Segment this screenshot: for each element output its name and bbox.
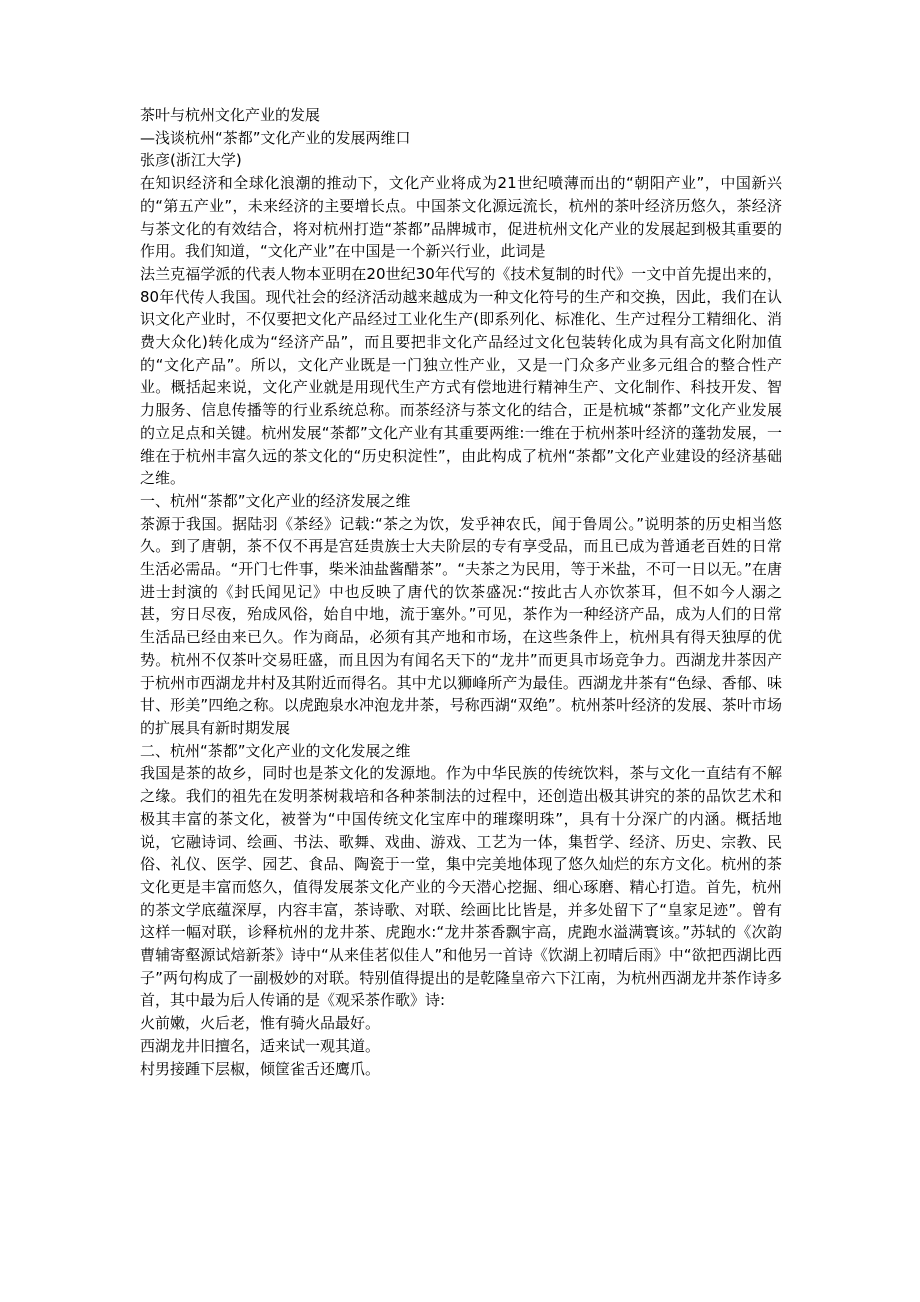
section-heading-2: 二、杭州“茶都”文化产业的文化发展之维 [140,741,411,760]
document-subtitle: —浅谈杭州“茶都”文化产业的发展两维口 [140,128,411,147]
document-title: 茶叶与杭州文化产业的发展 [140,106,321,124]
poem-line-3: 村男接踵下层椒，倾筐雀舌还鹰爪。 [140,1059,381,1078]
poem-line-2: 西湖龙井旧擅名，适来试一观其道。 [140,1036,381,1055]
paragraph-section-1: 茶源于我国。据陆羽《茶经》记载:“茶之为饮，发乎神农氏，闻于鲁周公。”说明茶的历史相当悠久。到了唐朝，茶不仅不再是宫廷贵族士大夫阶层的专有享受品，而且已成为普通老百姓的日常生活必需品。“开门七件事，柴米油盐酱醋茶”。“夫茶之为民用，等于米盐，不可一日以无。”在唐进士封演的《封氏闻见记》中也反映了唐代的饮茶盛况:“按此古人亦饮茶耳，但不如今人溺之甚，穷日尽夜，殆成风俗，始自中地，流于塞外。”可见，茶作为一种经济产品，成为人们的日常生活品已经由来已久。作为商品，必须有其产地和市场，在这些条件上，杭州具有得天独厚的优势。杭州不仅茶叶交易旺盛，而且因为有闻名天下的“龙井”而更具市场竞争力。西湖龙井茶因产于杭州市西湖龙井村及其附近而得名。其中尤以狮峰所产为最佳。西湖龙井茶有“色绿、香郁、味甘、形美”四绝之称。以虎跑泉水冲泡龙井茶，号称西湖“双绝”。杭州茶叶经济的发展、茶叶市场的扩展具有新时期发展 [140,514,782,737]
paragraph-section-2: 我国是茶的故乡，同时也是茶文化的发源地。作为中华民族的传统饮料，茶与文化一直结有不解之缘。我们的祖先在发明茶树栽培和各种茶制法的过程中，还创造出极其讲究的茶的品饮艺术和极其丰富的茶文化，被誉为“中国传统文化宝库中的璀璨明珠”，具有十分深广的内涵。概括地说，它融诗词、绘画、书法、歌舞、戏曲、游戏、工艺为一体，集哲学、经济、历史、宗教、民俗、礼仪、医学、园艺、食品、陶瓷于一堂，集中完美地体现了悠久灿烂的东方文化。杭州的茶文化更是丰富而悠久，值得发展茶文化产业的今天潜心挖掘、细心琢磨、精心打造。首先，杭州的茶文学底蕴深厚，内容丰富，茶诗歌、对联、绘画比比皆是，并多处留下了“皇家足迹”。曾有这样一幅对联，诊释杭州的龙井茶、虎跑水:“龙井茶香飘宇高，虎跑水溢满寰该。”苏轼的《次韵曹辅寄壑源试焙新茶》诗中“从来佳茗似佳人”和他另一首诗《饮湖上初晴后雨》中“欲把西湖比西子”两句构成了一副极妙的对联。特别值得提出的是乾隆皇帝六下江南，为杭州西湖龙井茶作诗多首，其中最为后人传诵的是《观采茶作歌》诗: [140,764,782,1010]
poem-line-1: 火前嫩，火后老，惟有骑火品最好。 [140,1014,381,1033]
section-heading-1: 一、杭州“茶都”文化产业的经济发展之维 [140,491,411,510]
document-body [140,104,782,1080]
document-author: 张彦(浙江大学) [140,151,242,170]
paragraph-intro-2: 法兰克福学派的代表人物本亚明在20世纪30年代写的《技术复制的时代》一文中首先提出来的，80年代传人我国。现代社会的经济活动越来越成为一种文化符号的生产和交换，因此，我们在认识文化产业时，不仅要把文化产品经过工业化生产(即系列化、标准化、生产过程分工精细化、消费大众化)转化成为“经济产品”，而且要把非文化产品经过文化包装转化成为具有高文化附加值的“文化产品”。所以，文化产业既是一门独立性产业，又是一门众多产业多元组合的整合性产业。概括起来说，文化产业就是用现代生产方式有偿地进行精神生产、文化制作、科技开发、智力服务、信息传播等的行业系统总称。而茶经济与茶文化的结合，正是杭城“茶都”文化产业发展的立足点和关键。杭州发展“茶都”文化产业有其重要两维:一维在于杭州茶叶经济的蓬勃发展，一维在于杭州丰富久远的茶文化的“历史积淀性”，由此构成了杭州“茶都”文化产业建设的经济基础之维。 [140,264,782,488]
paragraph-intro-1: 在知识经济和全球化浪潮的推动下，文化产业将成为21世纪喷薄而出的“朝阳产业”，中国新兴的“第五产业”，未来经济的主要增长点。中国茶文化源远流长，杭州的茶叶经济历悠久，茶经济与茶文化的有效结合，将对杭州打造“茶都”品牌城市，促进杭州文化产业的发展起到极其重要的作用。我们知道，“文化产业”在中国是一个新兴行业，此词是 [140,174,782,261]
